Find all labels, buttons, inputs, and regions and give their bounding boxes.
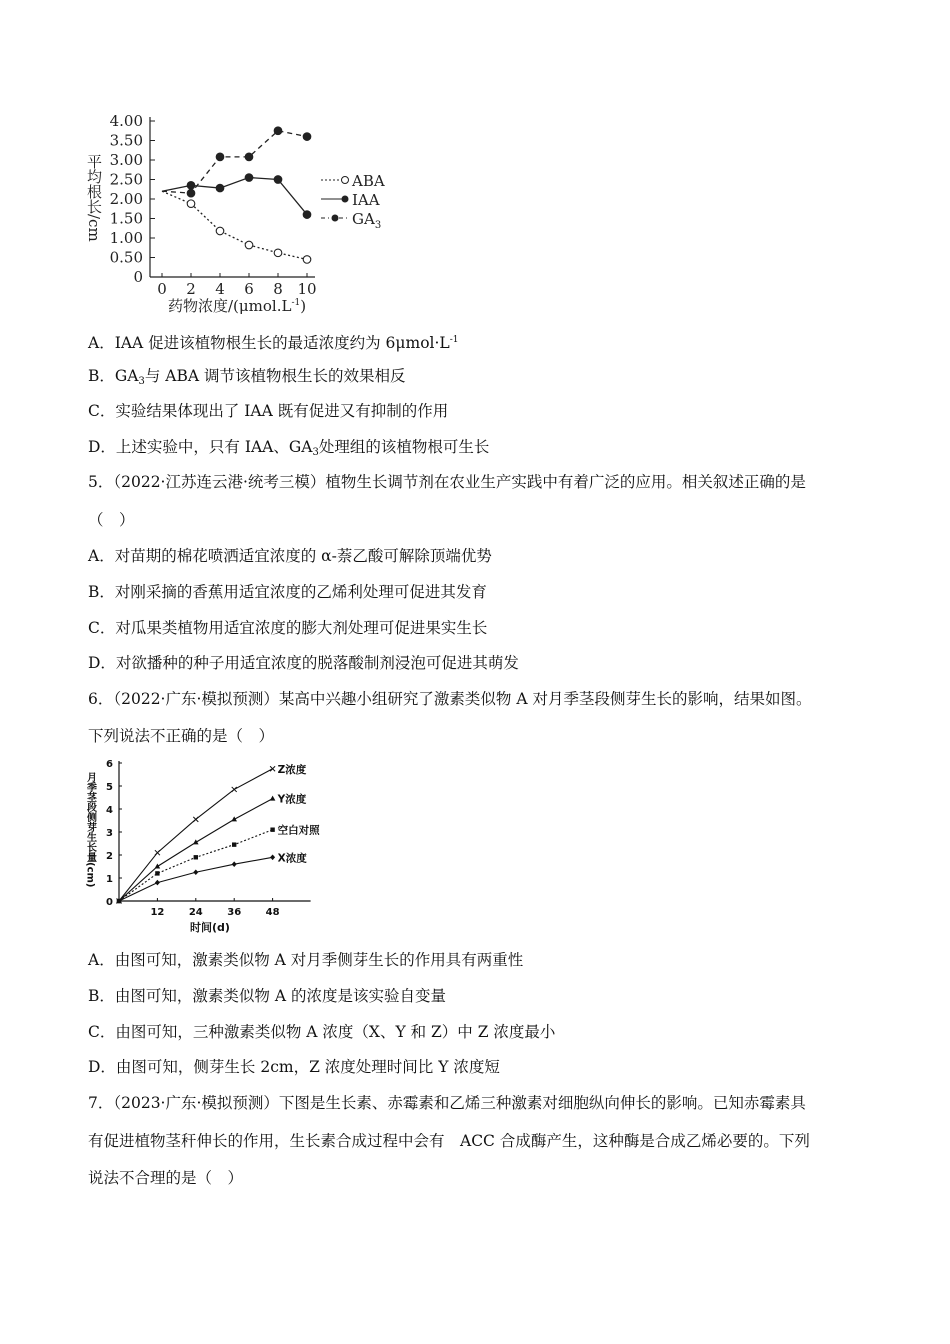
chart1-y-tick-label: 2.00 [109,190,143,208]
chart1-legend [321,172,385,231]
chart1-x-axis-label: 药物浓度$/(\mu mol.L^{-1})$ [168,297,307,315]
q4-option-c: C．实验结果体现出了 IAA 既有促进又有抑制的作用 [88,402,449,420]
q6-option-b: B．由图可知，激素类似物 A 的浓度是该实验自变量 [88,987,446,1005]
chart2-y-tick-label: 1 [106,874,113,885]
chart2-y-tick-label: 3 [106,828,113,839]
series-x-point [193,869,198,875]
chart2-y-tick-labels [106,759,113,908]
series-aba-point [187,200,195,208]
series-blank-point [155,871,159,875]
series-z-point [155,850,160,855]
chart1-x-tick-label: 10 [297,280,317,298]
chart2-x-tick-label: 24 [188,907,203,918]
chart1-y-tick-label: 4.00 [109,112,143,130]
legend-iaa-marker [342,196,349,203]
series-iaa-point [245,174,253,182]
chart2-y-tick-label: 0 [106,897,113,908]
series-iaa-point [216,184,224,192]
chart1-x-tick-label: 0 [157,280,167,298]
q6-option-a: A．由图可知，激素类似物 A 对月季侧芽生长的作用具有两重性 [88,951,524,969]
chart2-y-tick-label: 6 [106,759,113,770]
series-z-label: Z浓度 [277,763,307,776]
chart2-y-tick-label: 2 [106,851,113,862]
chart1-x-tick-label: 4 [215,280,225,298]
chart2-x-axis-label: 时间(d) [190,921,230,934]
series-blank-point [232,842,236,846]
series-z-line [119,769,273,901]
series-y-point [270,796,276,801]
chart1-series [162,127,311,263]
chart1-x-tick-label: 6 [244,280,254,298]
chart1-y-axis-label: 平均根长/cm [85,154,103,242]
series-blank-label: 空白对照 [277,824,320,837]
series-ga3-line [162,131,307,193]
q6-stem-line2: 下列说法不正确的是（ ） [88,727,275,745]
legend-aba-marker [342,177,349,184]
legend-ga3: $GA_3$ [352,210,382,231]
series-x-point [270,855,275,861]
series-x-line [119,857,273,901]
q7-stem-line1: 7．（2023·广东·模拟预测）下图是生长素、赤霉素和乙烯三种激素对细胞纵向伸长的影响。已知赤霉素具 [88,1094,806,1112]
series-iaa-point [187,182,195,190]
chart2-y-axis-label: 月季茎段侧芽生长量(cm) [84,772,96,888]
series-ga3-point [274,127,282,135]
q5-stem-line2: （ ） [88,511,135,529]
bud-growth-chart [84,758,344,938]
series-blank-point [270,828,274,832]
q4-option-a: A．IAA 促进该植物根生长的最适浓度约为 $6\mu mol\cdot L^{-1}$ [88,334,459,352]
series-aba-point [245,241,253,249]
chart2-series [116,763,320,904]
chart2-x-tick-label: 48 [265,907,280,918]
q6-stem-line1: 6．（2022·广东·模拟预测）某高中兴趣小组研究了激素类似物 A 对月季茎段侧芽生长的影响，结果如图。 [88,690,812,708]
chart2-x-tick-label: 12 [150,907,165,918]
series-aba-point [274,249,282,257]
chart2-y-tick-label: 5 [106,782,113,793]
chart1-y-tick-label: 0 [133,268,143,286]
q6-option-d: D．由图可知，侧芽生长 2cm，Z 浓度处理时间比 Y 浓度短 [88,1058,500,1076]
chart1-y-tick-label: 1.00 [109,229,143,247]
q5-option-d: D．对欲播种的种子用适宜浓度的脱落酸制剂浸泡可促进其萌发 [88,654,519,672]
chart1-y-tick-label: 0.50 [109,248,143,267]
series-iaa-point [274,176,282,184]
series-y-point [155,864,161,869]
series-iaa-line [162,178,307,215]
legend-iaa: IAA [352,191,380,209]
series-z-point [232,787,237,792]
chart1-x-tick-label: 8 [273,280,283,298]
chart1-x-tick-label: 2 [186,280,196,298]
series-x-point [232,861,237,867]
series-x-point [155,880,160,886]
q6-option-c: C．由图可知，三种激素类似物 A 浓度（X、Y 和 Z）中 Z 浓度最小 [88,1023,556,1041]
root-length-chart [80,108,410,318]
q5-option-b: B．对刚采摘的香蕉用适宜浓度的乙烯利处理可促进其发育 [88,583,487,601]
series-z-point [193,817,198,822]
series-ga3-point [216,153,224,161]
series-x-label: X浓度 [277,852,307,865]
chart1-y-tick-label: 3.00 [109,151,143,169]
series-y-label: Y浓度 [277,793,307,806]
chart1-y-tick-label: 3.50 [109,131,143,150]
q4-option-b: B．$GA_3$与 ABA 调节该植物根生长的效果相反 [88,367,406,387]
chart1-y-tick-label: 1.50 [109,209,143,228]
chart2-x-tick-labels [150,907,279,918]
series-ga3-point [245,153,253,161]
series-y-point [193,839,199,844]
q5-option-a: A．对苗期的棉花喷洒适宜浓度的 α-萘乙酸可解除顶端优势 [88,547,492,565]
q7-stem-line3: 说法不合理的是（ ） [88,1169,244,1187]
series-blank-point [194,855,198,859]
chart2-x-tick-label: 36 [227,907,242,918]
q7-stem-line2: 有促进植物茎秆伸长的作用，生长素合成过程中会有 ACC 合成酶产生，这种酶是合成乙烯必要的。下列 [88,1132,810,1150]
series-y-line [119,799,273,901]
q5-option-c: C．对瓜果类植物用适宜浓度的膨大剂处理可促进果实生长 [88,619,488,637]
series-iaa-point [303,211,311,219]
series-aba-point [303,256,311,264]
chart1-x-tick-labels [157,280,316,298]
series-ga3-point [187,189,195,197]
series-ga3-point [303,133,311,141]
chart1-y-tick-labels [110,112,143,286]
chart1-y-tick-label: 2.50 [109,170,143,189]
q5-stem-line1: 5．（2022·江苏连云港·统考三模）植物生长调节剂在农业生产实践中有着广泛的应用。相关叙述正确的是 [88,473,806,491]
series-aba-line [162,191,307,259]
legend-ga3-marker [332,215,339,222]
series-aba-point [216,227,224,235]
series-z-point [270,766,275,771]
q4-option-d: D．上述实验中，只有 IAA、$GA_3$处理组的该植物根可生长 [88,438,490,458]
legend-aba: ABA [352,172,385,190]
chart2-y-tick-label: 4 [106,805,113,816]
